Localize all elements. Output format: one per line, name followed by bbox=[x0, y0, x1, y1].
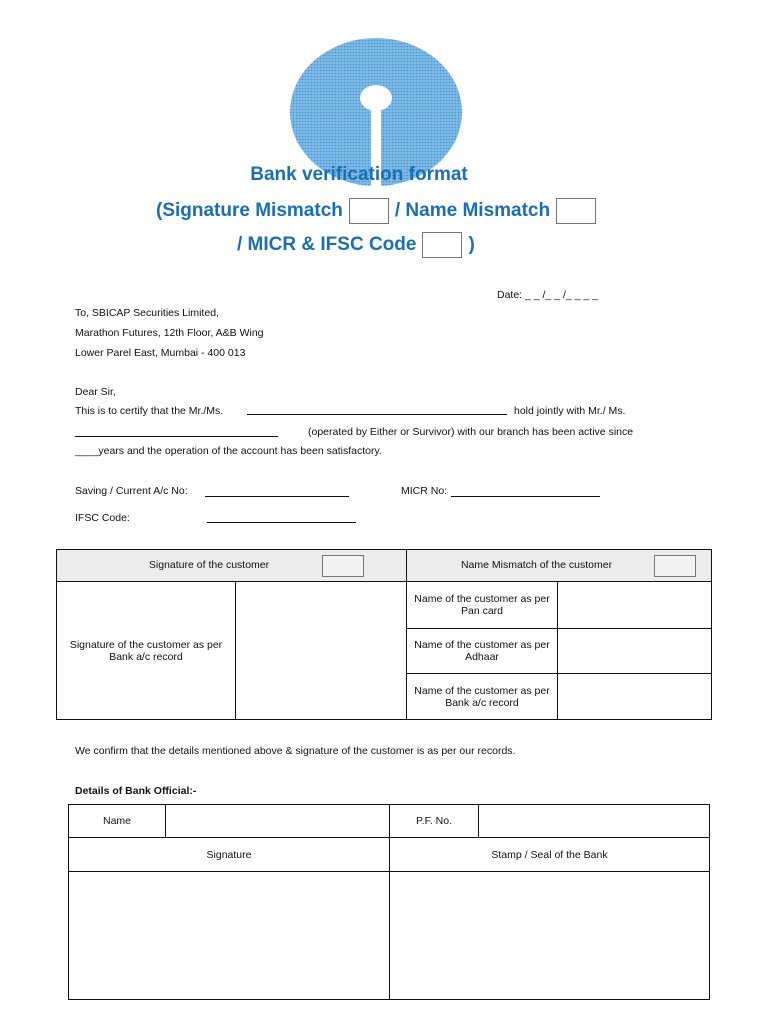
name-header-checkbox[interactable] bbox=[654, 555, 696, 577]
joint-holder-blank[interactable] bbox=[75, 436, 278, 437]
official-stamp-area[interactable] bbox=[390, 872, 710, 1000]
official-signature-area[interactable] bbox=[69, 872, 390, 1000]
certify-prefix: This is to certify that the Mr./Ms. bbox=[75, 405, 224, 417]
years-blank[interactable]: ____ bbox=[75, 445, 99, 457]
name-header-cell bbox=[407, 550, 712, 582]
salutation: Dear Sir, bbox=[75, 386, 116, 398]
signature-header-cell bbox=[57, 550, 407, 582]
operated-text: (operated by Either or Survivor) with our branch has been active since bbox=[308, 426, 634, 438]
name-header: Name Mismatch of the customer bbox=[460, 559, 613, 572]
mismatch-table bbox=[56, 549, 712, 720]
address-line-2: Lower Parel East, Mumbai - 400 013 bbox=[75, 347, 246, 359]
micr-ifsc-label: / MICR & IFSC Code bbox=[237, 234, 417, 255]
official-pf-field[interactable] bbox=[479, 805, 710, 838]
signature-row-label: Signature of the customer as per Bank a/c record bbox=[57, 582, 236, 720]
official-table bbox=[68, 804, 710, 1000]
signature-header-checkbox[interactable] bbox=[322, 555, 364, 577]
years-line bbox=[75, 445, 382, 457]
title-close-paren: ) bbox=[468, 234, 475, 255]
official-pf-label: P.F. No. bbox=[390, 805, 479, 838]
name-bank-value-cell[interactable] bbox=[558, 674, 712, 720]
signature-mismatch-checkbox[interactable] bbox=[349, 198, 389, 224]
title-line-3 bbox=[237, 232, 475, 258]
name-row-label: Name of the customer as per Pan card bbox=[407, 582, 558, 629]
account-label: Saving / Current A/c No: bbox=[75, 485, 188, 497]
official-signature-label: Signature bbox=[69, 838, 390, 872]
signature-header: Signature of the customer bbox=[148, 559, 270, 572]
name-row-label: Name of the customer as per Bank a/c record bbox=[407, 674, 558, 720]
account-number-field[interactable] bbox=[205, 496, 349, 497]
confirmation-text: We confirm that the details mentioned above & signature of the customer is as per our records. bbox=[75, 745, 516, 757]
title-line-2 bbox=[156, 198, 602, 224]
name-pan-value-cell[interactable] bbox=[558, 582, 712, 629]
customer-name-blank[interactable] bbox=[247, 414, 507, 415]
official-name-label: Name bbox=[69, 805, 166, 838]
years-text: years and the operation of the account has been satisfactory. bbox=[98, 445, 382, 457]
ifsc-code-field[interactable] bbox=[207, 522, 356, 523]
official-heading: Details of Bank Official:- bbox=[75, 785, 197, 797]
micr-number-field[interactable] bbox=[451, 496, 600, 497]
ifsc-label: IFSC Code: bbox=[75, 512, 130, 524]
official-name-field[interactable] bbox=[166, 805, 390, 838]
signature-specimen-cell[interactable] bbox=[236, 582, 407, 720]
name-mismatch-label: / Name Mismatch bbox=[394, 200, 551, 221]
micr-label: MICR No: bbox=[401, 485, 448, 497]
micr-ifsc-checkbox[interactable] bbox=[422, 232, 462, 258]
date-field[interactable]: Date: _ _ /_ _ /_ _ _ _ bbox=[497, 289, 598, 301]
address-line-1: Marathon Futures, 12th Floor, A&B Wing bbox=[75, 327, 264, 339]
form-title: Bank verification format bbox=[250, 164, 468, 185]
name-row-label: Name of the customer as per Adhaar bbox=[407, 629, 558, 674]
address-to: To, SBICAP Securities Limited, bbox=[75, 307, 219, 319]
name-mismatch-checkbox[interactable] bbox=[556, 198, 596, 224]
certify-suffix: hold jointly with Mr./ Ms. bbox=[514, 405, 626, 417]
signature-mismatch-label: (Signature Mismatch bbox=[156, 200, 343, 221]
name-adhaar-value-cell[interactable] bbox=[558, 629, 712, 674]
official-stamp-label: Stamp / Seal of the Bank bbox=[390, 838, 710, 872]
